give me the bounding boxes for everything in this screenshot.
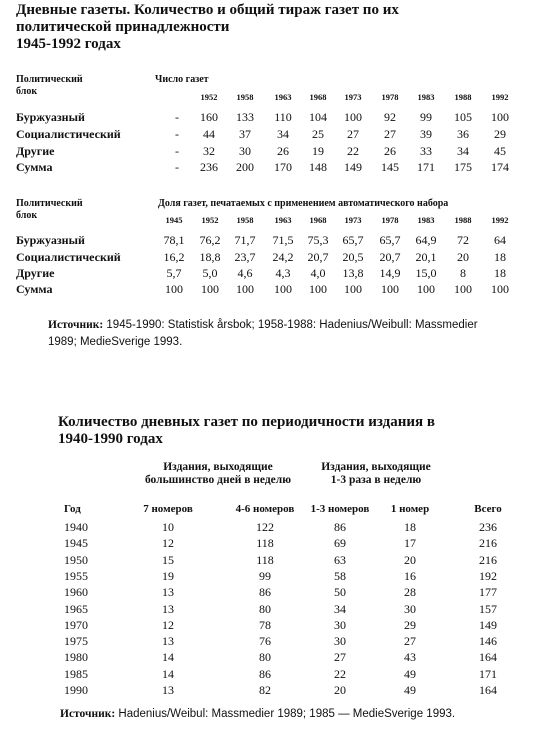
table-cell: 1945 xyxy=(64,536,88,551)
table-cell: 20,5 xyxy=(342,250,364,264)
table2-title-line: 1940-1990 годах xyxy=(58,431,163,447)
table-cell: 1950 xyxy=(64,552,88,567)
row-header-line: блок xyxy=(16,86,38,97)
row-header-line: Политический xyxy=(16,74,83,85)
table2-source xyxy=(60,706,540,723)
table-cell: 30 xyxy=(334,617,346,632)
table-cell: 216 xyxy=(479,552,497,567)
table-cell: 1985 xyxy=(64,666,88,681)
table-cell: 8 xyxy=(460,266,466,280)
table-cell: 133 xyxy=(236,110,254,124)
table-cell: 33 xyxy=(420,144,432,158)
group-header-line: Издания, выходящие xyxy=(163,461,273,473)
year-header: 1992 xyxy=(491,92,509,102)
table-cell: 27 xyxy=(384,127,396,141)
table-cell: 34 xyxy=(457,144,469,158)
column-header: 1 номер xyxy=(390,503,430,515)
column-header: Всего xyxy=(474,503,502,515)
row-label: Буржуазный xyxy=(16,110,85,124)
row-label: Сумма xyxy=(16,282,53,296)
year-header: 1978 xyxy=(381,92,399,102)
table-cell: 100 xyxy=(344,282,362,296)
table-cell: 100 xyxy=(381,282,399,296)
table-cell: 28 xyxy=(404,585,416,600)
table-cell: - xyxy=(175,127,179,141)
source-text: 1945-1990: Statistisk årsbok; 1958-1988: Hadenius/Weibull: Massmedier xyxy=(103,319,478,331)
table-cell: 26 xyxy=(384,144,396,158)
table2-title-line: Количество дневных газет по периодичности издания в xyxy=(58,414,436,430)
row-label: Социалистический xyxy=(16,250,121,264)
year-header: 1973 xyxy=(344,215,362,225)
table-cell: 18 xyxy=(494,266,506,280)
table-cell: 13 xyxy=(162,601,174,616)
table-cell: 236 xyxy=(200,160,218,174)
table-cell: 16,2 xyxy=(163,250,185,264)
table-cell: 18 xyxy=(404,520,416,534)
table-cell: 15,0 xyxy=(415,266,437,280)
year-header: 1968 xyxy=(309,215,327,225)
year-header: 1963 xyxy=(274,215,292,225)
table-cell: 100 xyxy=(344,110,362,124)
table-cell: 100 xyxy=(309,282,327,296)
table2-title xyxy=(58,414,528,448)
table1-block-b-header: Доля газет, печатаемых с применением автоматического набора xyxy=(158,198,449,209)
table-cell: 149 xyxy=(479,617,497,632)
table-cell: 12 xyxy=(162,536,174,551)
source-line xyxy=(48,317,538,334)
year-header: 1978 xyxy=(381,215,399,225)
table-cell: 18 xyxy=(494,250,506,264)
table-cell: 1975 xyxy=(64,634,88,649)
table-cell: 1955 xyxy=(64,568,88,583)
table-cell: 100 xyxy=(491,110,509,124)
year-header: 1968 xyxy=(309,92,327,102)
table-cell: 14 xyxy=(162,666,174,681)
table-cell: 80 xyxy=(259,650,271,665)
table-cell: 122 xyxy=(256,520,274,534)
table-cell: 49 xyxy=(404,683,416,697)
table-cell: 13 xyxy=(162,585,174,600)
column-header: 4-6 номеров xyxy=(235,503,295,515)
year-header: 1988 xyxy=(454,92,472,102)
row-label: Другие xyxy=(16,266,55,280)
year-header: 1973 xyxy=(344,92,362,102)
table1-source xyxy=(48,317,538,351)
table-cell: 44 xyxy=(203,127,215,141)
table-cell: 100 xyxy=(491,282,509,296)
row-header-line: блок xyxy=(16,210,38,221)
table-cell: 99 xyxy=(259,568,271,583)
column-header: 1-3 номеров xyxy=(310,503,370,515)
row-label: Другие xyxy=(16,144,55,158)
table-cell: 64,9 xyxy=(415,233,437,247)
table-cell: 63 xyxy=(334,552,346,567)
table-cell: 236 xyxy=(479,520,497,534)
table-cell: 100 xyxy=(165,282,183,296)
table-cell: 27 xyxy=(334,650,346,665)
table-cell: 27 xyxy=(404,634,416,649)
table-cell: 58 xyxy=(334,568,346,583)
table-cell: 19 xyxy=(162,568,174,583)
table-cell: 92 xyxy=(384,110,396,124)
table-cell: 192 xyxy=(479,568,497,583)
table-cell: 100 xyxy=(454,282,472,296)
table-cell: 4,6 xyxy=(237,266,253,280)
table-cell: 13,8 xyxy=(342,266,364,280)
table1-row-header-b xyxy=(16,198,83,222)
table-cell: 86 xyxy=(334,520,346,534)
table-cell: 4,0 xyxy=(310,266,326,280)
table-cell: 22 xyxy=(347,144,359,158)
table-cell: 65,7 xyxy=(379,233,401,247)
table-cell: 78,1 xyxy=(163,233,185,247)
table-cell: 45 xyxy=(494,144,506,158)
table-cell: 26 xyxy=(277,144,289,158)
table-cell: 15 xyxy=(162,552,174,567)
table-cell: 86 xyxy=(259,666,271,681)
table-cell: 71,5 xyxy=(272,233,294,247)
year-header: 1963 xyxy=(274,92,292,102)
table-cell: - xyxy=(175,144,179,158)
table1-title-line: 1945-1992 годах xyxy=(16,36,121,52)
table1-row-header-a xyxy=(16,74,83,98)
table-cell: 71,7 xyxy=(234,233,256,247)
table-cell: 100 xyxy=(201,282,219,296)
table-cell: 104 xyxy=(309,110,327,124)
year-header: 1983 xyxy=(417,215,435,225)
table-cell: 14,9 xyxy=(379,266,401,280)
table-cell: 34 xyxy=(277,127,289,141)
table-cell: 30 xyxy=(404,601,416,616)
table-cell: 99 xyxy=(420,110,432,124)
table-cell: 146 xyxy=(479,634,497,649)
table-cell: 1970 xyxy=(64,617,88,632)
year-header: 1988 xyxy=(454,215,472,225)
table-cell: 69 xyxy=(334,536,346,551)
table-cell: 110 xyxy=(274,110,292,124)
table-cell: 30 xyxy=(334,634,346,649)
table1-title-line: Дневные газеты. Количество и общий тираж газет по их xyxy=(16,2,399,18)
table-cell: 216 xyxy=(479,536,497,551)
table-cell: 5,0 xyxy=(202,266,218,280)
table-cell: 164 xyxy=(479,683,497,697)
table-cell: 12 xyxy=(162,617,174,632)
table1-title-line: политической принадлежности xyxy=(16,19,230,35)
table-cell: 30 xyxy=(239,144,251,158)
table-cell: 1965 xyxy=(64,601,88,616)
table-cell: 105 xyxy=(454,110,472,124)
table-cell: 13 xyxy=(162,683,174,697)
table-cell: 22 xyxy=(334,666,346,681)
table-cell: 10 xyxy=(162,520,174,534)
table-cell: 72 xyxy=(457,233,469,247)
table-cell: 27 xyxy=(347,127,359,141)
source-label: Источник: xyxy=(60,708,116,720)
row-label: Сумма xyxy=(16,160,53,174)
row-label: Буржуазный xyxy=(16,233,85,247)
table2-group-a-header xyxy=(128,461,308,487)
table-cell: 100 xyxy=(417,282,435,296)
year-header: 1983 xyxy=(417,92,435,102)
table-cell: 175 xyxy=(454,160,472,174)
table-cell: 171 xyxy=(479,666,497,681)
table-cell: 82 xyxy=(259,683,271,697)
table-cell: 17 xyxy=(404,536,416,551)
year-header: 1952 xyxy=(201,215,219,225)
year-header: 1992 xyxy=(491,215,509,225)
column-header: 7 номеров xyxy=(143,503,193,515)
table-cell: 16 xyxy=(404,568,416,583)
table-cell: 118 xyxy=(256,552,274,567)
table-cell: 5,7 xyxy=(166,266,182,280)
table-cell: 20,7 xyxy=(307,250,329,264)
table-cell: 200 xyxy=(236,160,254,174)
table-cell: 37 xyxy=(239,127,251,141)
table-cell: 4,3 xyxy=(275,266,291,280)
table-cell: 1980 xyxy=(64,650,88,665)
table-cell: 49 xyxy=(404,666,416,681)
year-header: 1945 xyxy=(165,215,183,225)
group-header-line: большинство дней в неделю xyxy=(144,474,292,486)
table-cell: 149 xyxy=(344,160,362,174)
table-cell: 36 xyxy=(457,127,469,141)
row-header-line: Политический xyxy=(16,198,83,209)
table-cell: 177 xyxy=(479,585,497,600)
table-cell: 171 xyxy=(417,160,435,174)
table-cell: 39 xyxy=(420,127,432,141)
table-cell: 13 xyxy=(162,634,174,649)
table-cell: 164 xyxy=(479,650,497,665)
table-cell: 20,1 xyxy=(415,250,437,264)
table-cell: 78 xyxy=(259,617,271,632)
table-cell: 29 xyxy=(494,127,506,141)
table-cell: 174 xyxy=(491,160,509,174)
table-cell: 19 xyxy=(312,144,324,158)
table1-block-a-header: Число газет xyxy=(155,74,209,85)
table1-title xyxy=(16,2,536,53)
table-cell: 24,2 xyxy=(272,250,294,264)
year-header: 1958 xyxy=(236,92,254,102)
source-label: Источник: xyxy=(48,319,104,331)
source-text: Hadenius/Weibul: Massmedier 1989; 1985 — MedieSverige 1993. xyxy=(115,708,456,720)
table-cell: 80 xyxy=(259,601,271,616)
table-cell: 29 xyxy=(404,617,416,632)
table-cell: 100 xyxy=(274,282,292,296)
table-cell: 100 xyxy=(236,282,254,296)
table-cell: 18,8 xyxy=(199,250,221,264)
table-cell: 1960 xyxy=(64,585,88,600)
table2-group-b-header xyxy=(296,461,456,487)
table-cell: 43 xyxy=(404,650,416,665)
table-cell: 75,3 xyxy=(307,233,329,247)
table-cell: 160 xyxy=(200,110,218,124)
table-cell: 157 xyxy=(479,601,497,616)
table-cell: 20,7 xyxy=(379,250,401,264)
table-cell: 118 xyxy=(256,536,274,551)
row-label: Социалистический xyxy=(16,127,121,141)
table-cell: 65,7 xyxy=(342,233,364,247)
table-cell: 50 xyxy=(334,585,346,600)
table-cell: 86 xyxy=(259,585,271,600)
group-header-line: 1-3 раза в неделю xyxy=(330,474,422,486)
table-cell: 1990 xyxy=(64,683,88,697)
table-cell: 14 xyxy=(162,650,174,665)
table-cell: 20 xyxy=(404,552,416,567)
source-line: 1989; MedieSverige 1993. xyxy=(48,336,183,348)
year-header: 1958 xyxy=(236,215,254,225)
table-cell: 20 xyxy=(334,683,346,697)
year-header: 1952 xyxy=(200,92,218,102)
group-header-line: Издания, выходящие xyxy=(321,461,431,473)
table-cell: 32 xyxy=(203,144,215,158)
table-cell: 23,7 xyxy=(234,250,256,264)
table-cell: 64 xyxy=(494,233,506,247)
table-cell: 20 xyxy=(457,250,469,264)
table-cell: 148 xyxy=(309,160,327,174)
table-cell: 25 xyxy=(312,127,324,141)
table-cell: - xyxy=(175,110,179,124)
table-cell: 76,2 xyxy=(199,233,221,247)
column-header: Год xyxy=(64,503,81,515)
table-cell: 34 xyxy=(334,601,346,616)
table-cell: 145 xyxy=(381,160,399,174)
table-cell: 170 xyxy=(274,160,292,174)
table-cell: - xyxy=(175,160,179,174)
table-cell: 1940 xyxy=(64,520,88,534)
table-cell: 76 xyxy=(259,634,271,649)
